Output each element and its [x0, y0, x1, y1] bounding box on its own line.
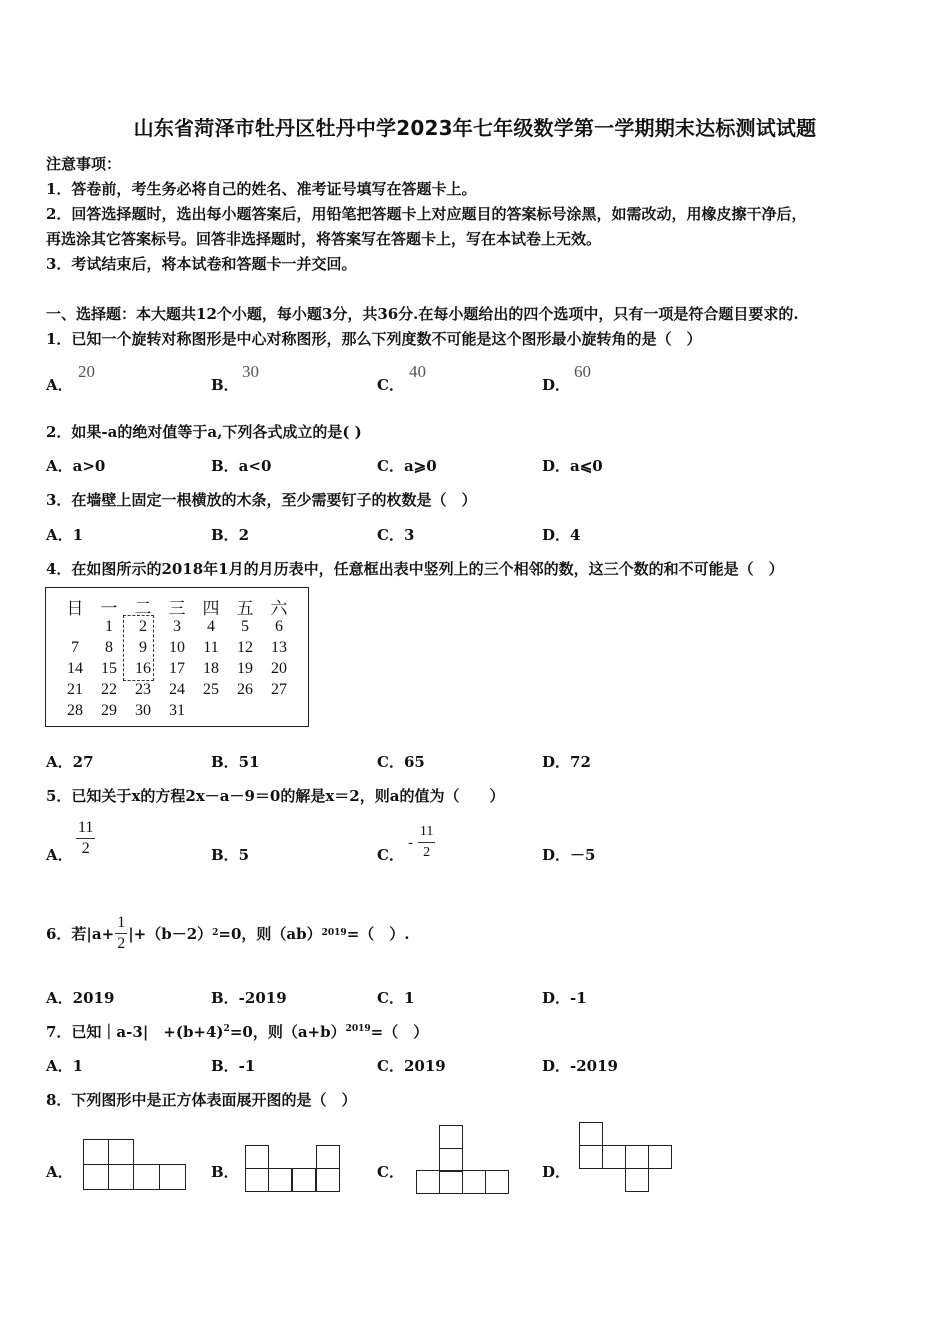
calendar-header-cell: 一: [100, 599, 118, 619]
calendar-table: [45, 587, 309, 727]
page-title: 山东省菏泽市牡丹区牡丹中学2023年七年级数学第一学期期末达标测试试题: [133, 116, 817, 140]
q4-option-d: D．72: [542, 753, 591, 771]
calendar-header-cell: 四: [202, 599, 220, 619]
q7-option-c: C．2019: [377, 1057, 446, 1075]
q6-option-c: C．1: [377, 989, 415, 1007]
calendar-day-cell: 29: [101, 702, 117, 719]
calendar-header-cell: 五: [236, 599, 254, 619]
q1-option-c-label: C．: [377, 376, 404, 394]
q1-option-d-label: D．: [542, 376, 571, 394]
notice-item: 再选涂其它答案标号。回答非选择题时，将答案写在答题卡上，写在本试卷上无效。: [46, 230, 602, 248]
calendar-day-cell: 22: [101, 681, 117, 698]
calendar-day-cell: 2: [139, 618, 147, 635]
section-heading: 一、选择题：本大题共12个小题，每小题3分，共36分.在每小题给出的四个选项中，只有一项是符合题目要求的.: [46, 305, 799, 323]
calendar-day-cell: 17: [169, 660, 185, 677]
q8-option-b-label: B．: [211, 1163, 239, 1181]
q5-option-b: B．5: [211, 846, 250, 864]
q4-option-c: C．65: [377, 753, 425, 771]
notice-item: 2．回答选择题时，选出每小题答案后，用铅笔把答题卡上对应题目的答案标号涂黑，如需改动，用橡皮擦干净后，: [46, 205, 807, 223]
calendar-day-cell: 11: [203, 639, 219, 656]
calendar-day-cell: 8: [105, 639, 113, 656]
question-1: 1．已知一个旋转对称图形是中心对称图形，那么下列度数不可能是这个图形最小旋转角的是（ ）: [46, 330, 702, 348]
calendar-day-cell: 24: [169, 681, 185, 698]
q3-option-b: B．2: [211, 526, 250, 544]
calendar-header-cell: 六: [270, 599, 288, 619]
q1-option-b-label: B．: [211, 376, 239, 394]
q7-option-a: A．1: [46, 1057, 84, 1075]
question-5: 5．已知关于x的方程2x－a－9＝0的解是x＝2，则a的值为（ ）: [46, 787, 505, 805]
calendar-selection-frame: [123, 615, 154, 681]
calendar-day-cell: 18: [203, 660, 219, 677]
q8-option-c-label: C．: [377, 1163, 404, 1181]
q1-option-a-value: 20: [78, 362, 95, 381]
question-3: 3．在墙壁上固定一根横放的木条，至少需要钉子的枚数是（ ）: [46, 491, 477, 509]
question-6: 6．若|a+ $\frac{1}{2}$ |+（b－2） 2 =0，则（ab） 2019 =（ ）.: [46, 913, 410, 952]
q5-option-c-label: C．: [377, 846, 404, 864]
calendar-header-cell: 三: [168, 599, 186, 619]
calendar-day-cell: 30: [135, 702, 151, 719]
q1-option-b-value: 30: [242, 362, 259, 381]
calendar-day-cell: 3: [173, 618, 181, 635]
calendar-day-cell: 20: [271, 660, 287, 677]
q4-option-a: A．27: [46, 753, 94, 771]
q2-option-a: A．a>0: [46, 457, 106, 475]
q5-option-a-label: A．: [46, 846, 73, 864]
q4-option-b: B．51: [211, 753, 260, 771]
q1-option-d-value: 60: [574, 362, 591, 381]
calendar-day-cell: 25: [203, 681, 219, 698]
calendar-day-cell: 5: [241, 618, 249, 635]
calendar-day-cell: 1: [105, 618, 113, 635]
question-2: 2．如果-a的绝对值等于a,下列各式成立的是( ): [46, 423, 362, 441]
calendar-day-cell: 31: [169, 702, 185, 719]
notice-item: 1．答卷前，考生务必将自己的姓名、准考证号填写在答题卡上。: [46, 180, 477, 198]
q2-option-c: C．a⩾0: [377, 457, 437, 475]
q5-option-d: D．－5: [542, 846, 596, 864]
calendar-day-cell: 6: [275, 618, 283, 635]
calendar-day-cell: 16: [135, 660, 151, 677]
question-7: 7．已知｜a-3| $+(b+4)^2=0$，则$(a+b)^{2019}=$（ ）: [46, 1023, 429, 1041]
q6-option-a: A．2019: [46, 989, 115, 1007]
calendar-day-cell: 13: [271, 639, 287, 656]
calendar-day-cell: 27: [271, 681, 287, 698]
calendar-day-cell: 28: [67, 702, 83, 719]
q3-option-c: C．3: [377, 526, 415, 544]
calendar-day-cell: 15: [101, 660, 117, 677]
q3-option-d: D．4: [542, 526, 581, 544]
q1-option-a-label: A．: [46, 376, 73, 394]
q8-option-d-label: D．: [542, 1163, 571, 1181]
question-4: 4．在如图所示的2018年1月的月历表中，任意框出表中竖列上的三个相邻的数，这三个数的和不可能是（ ）: [46, 560, 784, 578]
notice-item: 3．考试结束后，将本试卷和答题卡一并交回。: [46, 255, 357, 273]
calendar-day-cell: 21: [67, 681, 83, 698]
q8-option-a-label: A．: [46, 1163, 73, 1181]
calendar-day-cell: 4: [207, 618, 215, 635]
calendar-day-cell: 12: [237, 639, 253, 656]
q7-option-b: B．-1: [211, 1057, 256, 1075]
q6-option-d: D．-1: [542, 989, 587, 1007]
calendar-day-cell: 9: [139, 639, 147, 656]
calendar-day-cell: 10: [169, 639, 185, 656]
q5-option-a-fraction: $\frac{11}{2}$: [78, 819, 94, 857]
calendar-header-cell: 二: [134, 599, 152, 619]
question-8: 8．下列图形中是正方体表面展开图的是（ ）: [46, 1091, 357, 1109]
notice-heading: 注意事项：: [46, 155, 122, 173]
q6-option-b: B．-2019: [211, 989, 287, 1007]
calendar-day-cell: 19: [237, 660, 253, 677]
q2-option-d: D．a⩽0: [542, 457, 603, 475]
calendar-day-cell: 7: [71, 639, 79, 656]
q2-option-b: B．a<0: [211, 457, 272, 475]
calendar-day-cell: 26: [237, 681, 253, 698]
q7-option-d: D．-2019: [542, 1057, 618, 1075]
calendar-day-cell: 23: [135, 681, 151, 698]
q5-option-c-fraction: - $\frac{11}{2}$: [408, 824, 434, 860]
q3-option-a: A．1: [46, 526, 84, 544]
calendar-day-cell: 14: [67, 660, 83, 677]
q1-option-c-value: 40: [409, 362, 426, 381]
calendar-header-cell: 日: [66, 599, 84, 619]
